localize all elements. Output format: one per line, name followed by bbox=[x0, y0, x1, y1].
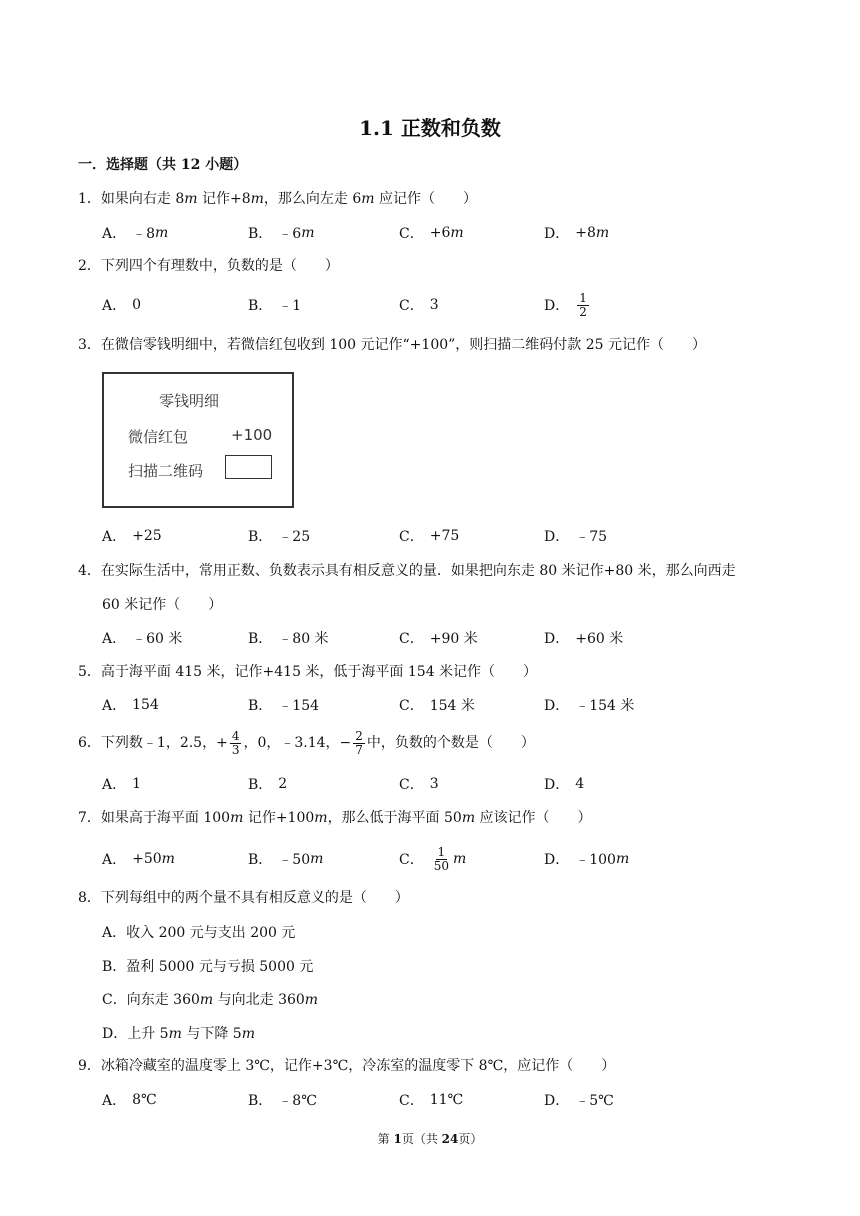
question-6-options bbox=[102, 770, 802, 806]
q5-option-a[interactable]: A． 154 bbox=[102, 697, 159, 714]
q4-option-a[interactable]: A． ﹣60 米 bbox=[102, 631, 183, 647]
question-4-stem-line-1: 4．在实际生活中，常用正数、负数表示具有相反意义的量．如果把向东走 80 米记作+80 米，那么向西走 bbox=[78, 563, 736, 579]
q9-option-a[interactable]: A． 8℃ bbox=[102, 1092, 157, 1109]
q3-option-c[interactable]: C． +75 bbox=[399, 528, 460, 545]
question-6-stem: 6．下列数﹣1，2.5，+ $\frac{4}{3}$ ，0，﹣3.14，− $\frac{2}{7}$ 中，负数的个数是（ ） bbox=[78, 728, 535, 757]
q4-option-d[interactable]: D． +60 米 bbox=[544, 631, 624, 647]
question-5-stem: 5．高于海平面 415 米，记作+415 米，低于海平面 154 米记作（ ） bbox=[78, 664, 538, 680]
q6-option-a[interactable]: A． 1 bbox=[102, 776, 142, 793]
q9-option-c[interactable]: C． 11℃ bbox=[399, 1092, 464, 1109]
q9-option-d[interactable]: D． ﹣5℃ bbox=[544, 1093, 614, 1109]
question-9-stem: 9．冰箱冷藏室的温度零上 3℃，记作+3℃，冷冻室的温度零下 8℃，应记作（ ） bbox=[78, 1058, 616, 1074]
fraction: $\frac{1}{50}$ bbox=[433, 844, 449, 873]
question-7-options bbox=[102, 845, 802, 881]
q7-option-d[interactable]: D． ﹣100 m bbox=[544, 851, 630, 868]
q1-option-b[interactable]: B． ﹣6 m bbox=[248, 225, 315, 242]
figure-title: 零钱明细 bbox=[159, 392, 220, 410]
q5-option-d[interactable]: D． ﹣154 米 bbox=[544, 698, 635, 714]
q3-option-d[interactable]: D． ﹣75 bbox=[544, 529, 608, 545]
q5-option-b[interactable]: B． ﹣154 bbox=[248, 698, 320, 714]
question-2-options bbox=[102, 291, 802, 327]
page-title: 1.1 正数和负数 bbox=[359, 116, 501, 140]
q8-option-a[interactable]: A．收入 200 元与支出 200 元 bbox=[102, 925, 296, 941]
fraction-two-sevenths: $\frac{2}{7}$ bbox=[355, 728, 363, 757]
fraction-four-thirds: $\frac{4}{3}$ bbox=[231, 728, 240, 757]
figure-row-scan-label: 扫描二维码 bbox=[128, 462, 204, 480]
q8-option-c[interactable]: C．向东走 360m 与向北走 360m bbox=[102, 992, 319, 1008]
q4-option-b[interactable]: B． ﹣80 米 bbox=[248, 631, 329, 647]
q2-option-d[interactable]: D． $\frac{1}{2}$ bbox=[544, 290, 587, 319]
q6-option-d[interactable]: D． 4 bbox=[544, 776, 585, 793]
question-2-stem: 2．下列四个有理数中，负数的是（ ） bbox=[78, 258, 339, 274]
q3-option-b[interactable]: B． ﹣25 bbox=[248, 529, 311, 545]
q2-option-b[interactable]: B． ﹣1 bbox=[248, 298, 302, 314]
q3-option-a[interactable]: A． +25 bbox=[102, 528, 162, 545]
question-4-stem-line-2: 60 米记作（ ） bbox=[102, 597, 223, 613]
wallet-detail-figure bbox=[102, 372, 294, 508]
q4-option-c[interactable]: C． +90 米 bbox=[399, 631, 478, 647]
question-1-stem: 1．如果向右走 8m 记作+8m，那么向左走 6m 应记作（ ） bbox=[78, 191, 478, 207]
q2-option-a[interactable]: A． 0 bbox=[102, 297, 142, 314]
q7-option-a[interactable]: A． +50 m bbox=[102, 851, 175, 868]
question-4-options bbox=[102, 624, 802, 660]
q1-option-d[interactable]: D． +8 m bbox=[544, 225, 610, 242]
q6-option-b[interactable]: B． 2 bbox=[248, 776, 288, 793]
q7-option-b[interactable]: B． ﹣50 m bbox=[248, 851, 324, 868]
figure-row-wechat-value: +100 bbox=[231, 426, 273, 444]
q5-option-c[interactable]: C． 154 米 bbox=[399, 698, 475, 714]
figure-blank-box bbox=[225, 455, 272, 479]
q8-option-b[interactable]: B．盈利 5000 元与亏损 5000 元 bbox=[102, 959, 314, 975]
q1-option-c[interactable]: C． +6 m bbox=[399, 225, 464, 242]
page-footer: 第 1页（共 24页） bbox=[377, 1132, 483, 1146]
question-3-options bbox=[102, 522, 802, 558]
q6-option-c[interactable]: C． 3 bbox=[399, 776, 439, 793]
question-5-options bbox=[102, 691, 802, 727]
question-9-options bbox=[102, 1086, 802, 1122]
q7-option-c[interactable]: C． $\frac{1}{50}$ m bbox=[399, 844, 467, 873]
q2-option-c[interactable]: C． 3 bbox=[399, 297, 439, 314]
question-7-stem: 7．如果高于海平面 100m 记作+100m，那么低于海平面 50m 应该记作（ ） bbox=[78, 810, 592, 826]
q8-option-d[interactable]: D．上升 5m 与下降 5m bbox=[102, 1026, 255, 1042]
question-8-stem: 8．下列每组中的两个量不具有相反意义的是（ ） bbox=[78, 890, 409, 906]
question-1-options bbox=[102, 219, 802, 255]
section-heading: 一．选择题（共 12 小题） bbox=[78, 157, 248, 173]
q1-option-a[interactable]: A． ﹣8 m bbox=[102, 225, 169, 242]
q9-option-b[interactable]: B． ﹣8℃ bbox=[248, 1093, 317, 1109]
fraction: $\frac{1}{2}$ bbox=[579, 290, 587, 319]
figure-row-wechat-label: 微信红包 bbox=[128, 428, 189, 446]
question-3-stem: 3．在微信零钱明细中，若微信红包收到 100 元记作“+100”，则扫描二维码付款 25 元记作（ ） bbox=[78, 337, 707, 353]
